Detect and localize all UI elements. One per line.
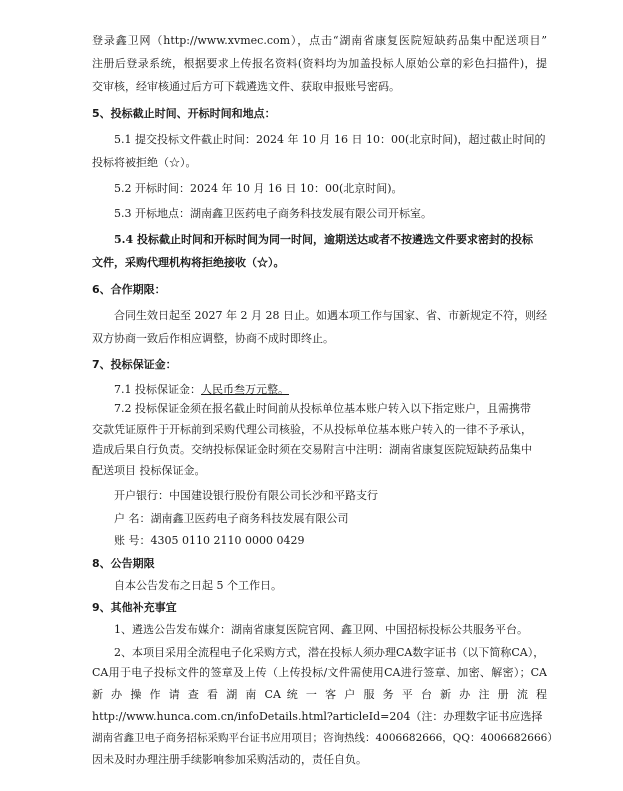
- paragraph-line: 造成后果自行负责。交纳投标保证金时须在交易附言中注明：湖南省康复医院短缺药品集中: [92, 443, 532, 456]
- paragraph-line: 注册后登录系统，根据要求上传报名资料(资料均为加盖投标人原始公章的彩色扫描件)，提: [92, 57, 547, 70]
- account-name-line: 户 名：湖南鑫卫医药电子商务科技发展有限公司: [114, 512, 349, 525]
- paragraph-line: 投标将被拒绝（☆）。: [92, 156, 197, 169]
- section-heading: 7、投标保证金：: [92, 358, 177, 371]
- paragraph-line: http://www.hunca.com.cn/infoDetails.html?articleId=204（注：办理数字证书应选择: [92, 710, 543, 723]
- deposit-label: 7.1 投标保证金：: [114, 383, 201, 396]
- paragraph-line: 配送项目 投标保证金。: [92, 464, 206, 477]
- paragraph-line: 5.1 提交投标文件截止时间：2024 年 10 月 16 日 10：00(北京时间)，超过截止时间的: [114, 133, 546, 146]
- paragraph-line: 双方协商一致后作相应调整，协商不成时即终止。: [92, 332, 334, 345]
- paragraph-line: 因未及时办理注册手续影响参加采购活动的，责任自负。: [92, 753, 367, 766]
- paragraph-line: 登录鑫卫网（http://www.xvmec.com），点击“湖南省康复医院短缺药品集中配送项目”: [92, 34, 547, 47]
- paragraph-line: CA用于电子投标文件的签章及上传（上传投标/文件需使用CA进行签章、加密、解密）；CA: [92, 666, 547, 679]
- account-number-line: 账 号：4305 0110 2110 0000 0429: [114, 534, 305, 547]
- paragraph-line: 1、遴选公告发布媒介：湖南省康复医院官网、鑫卫网、中国招标投标公共服务平台。: [114, 623, 528, 636]
- deposit-amount: 人民币叁万元整。: [201, 383, 289, 396]
- paragraph-line: 合同生效日起至 2027 年 2 月 28 日止。如遇本项工作与国家、省、市新规定不符，则经: [114, 309, 547, 322]
- section-heading: 6、合作期限：: [92, 283, 166, 296]
- paragraph-line: 文件，采购代理机构将拒绝接收（☆）。: [92, 256, 285, 269]
- paragraph-line: 5.3 开标地点：湖南鑫卫医药电子商务科技发展有限公司开标室。: [114, 207, 432, 220]
- paragraph-line: 5.4 投标截止时间和开标时间为同一时间，逾期送达或者不按遴选文件要求密封的投标: [114, 233, 533, 246]
- paragraph-line: 新 办 操 作 请 查 看 湖 南 CA 统 一 客 户 服 务 平 台 新 办 注 册 流 程: [92, 688, 547, 701]
- paragraph-line: 自本公告发布之日起 5 个工作日。: [114, 579, 282, 592]
- section-heading: 9、其他补充事宜: [92, 601, 177, 614]
- section-heading: 8、公告期限: [92, 557, 155, 570]
- paragraph-line: 湖南省鑫卫电子商务招标采购平台证书应用项目；咨询热线：4006682666，QQ：4006682666）: [92, 732, 558, 744]
- paragraph-line: 交款凭证原件于开标前到采购代理公司核验，不从投标单位基本账户转入的一律不予承认，: [92, 423, 532, 436]
- paragraph-line: 5.2 开标时间：2024 年 10 月 16 日 10：00(北京时间)。: [114, 182, 403, 195]
- deposit-line: [114, 383, 289, 397]
- section-heading: 5、投标截止时间、开标时间和地点：: [92, 107, 276, 120]
- paragraph-line: 交审核，经审核通过后方可下载遴选文件、获取申报账号密码。: [92, 80, 400, 93]
- paragraph-line: 2、本项目采用全流程电子化采购方式，潜在投标人须办理CA数字证书（以下简称CA），: [114, 646, 545, 659]
- paragraph-line: 7.2 投标保证金须在报名截止时间前从投标单位基本账户转入以下指定账户，且需携带: [114, 402, 531, 415]
- bank-line: 开户银行：中国建设银行股份有限公司长沙和平路支行: [114, 489, 378, 502]
